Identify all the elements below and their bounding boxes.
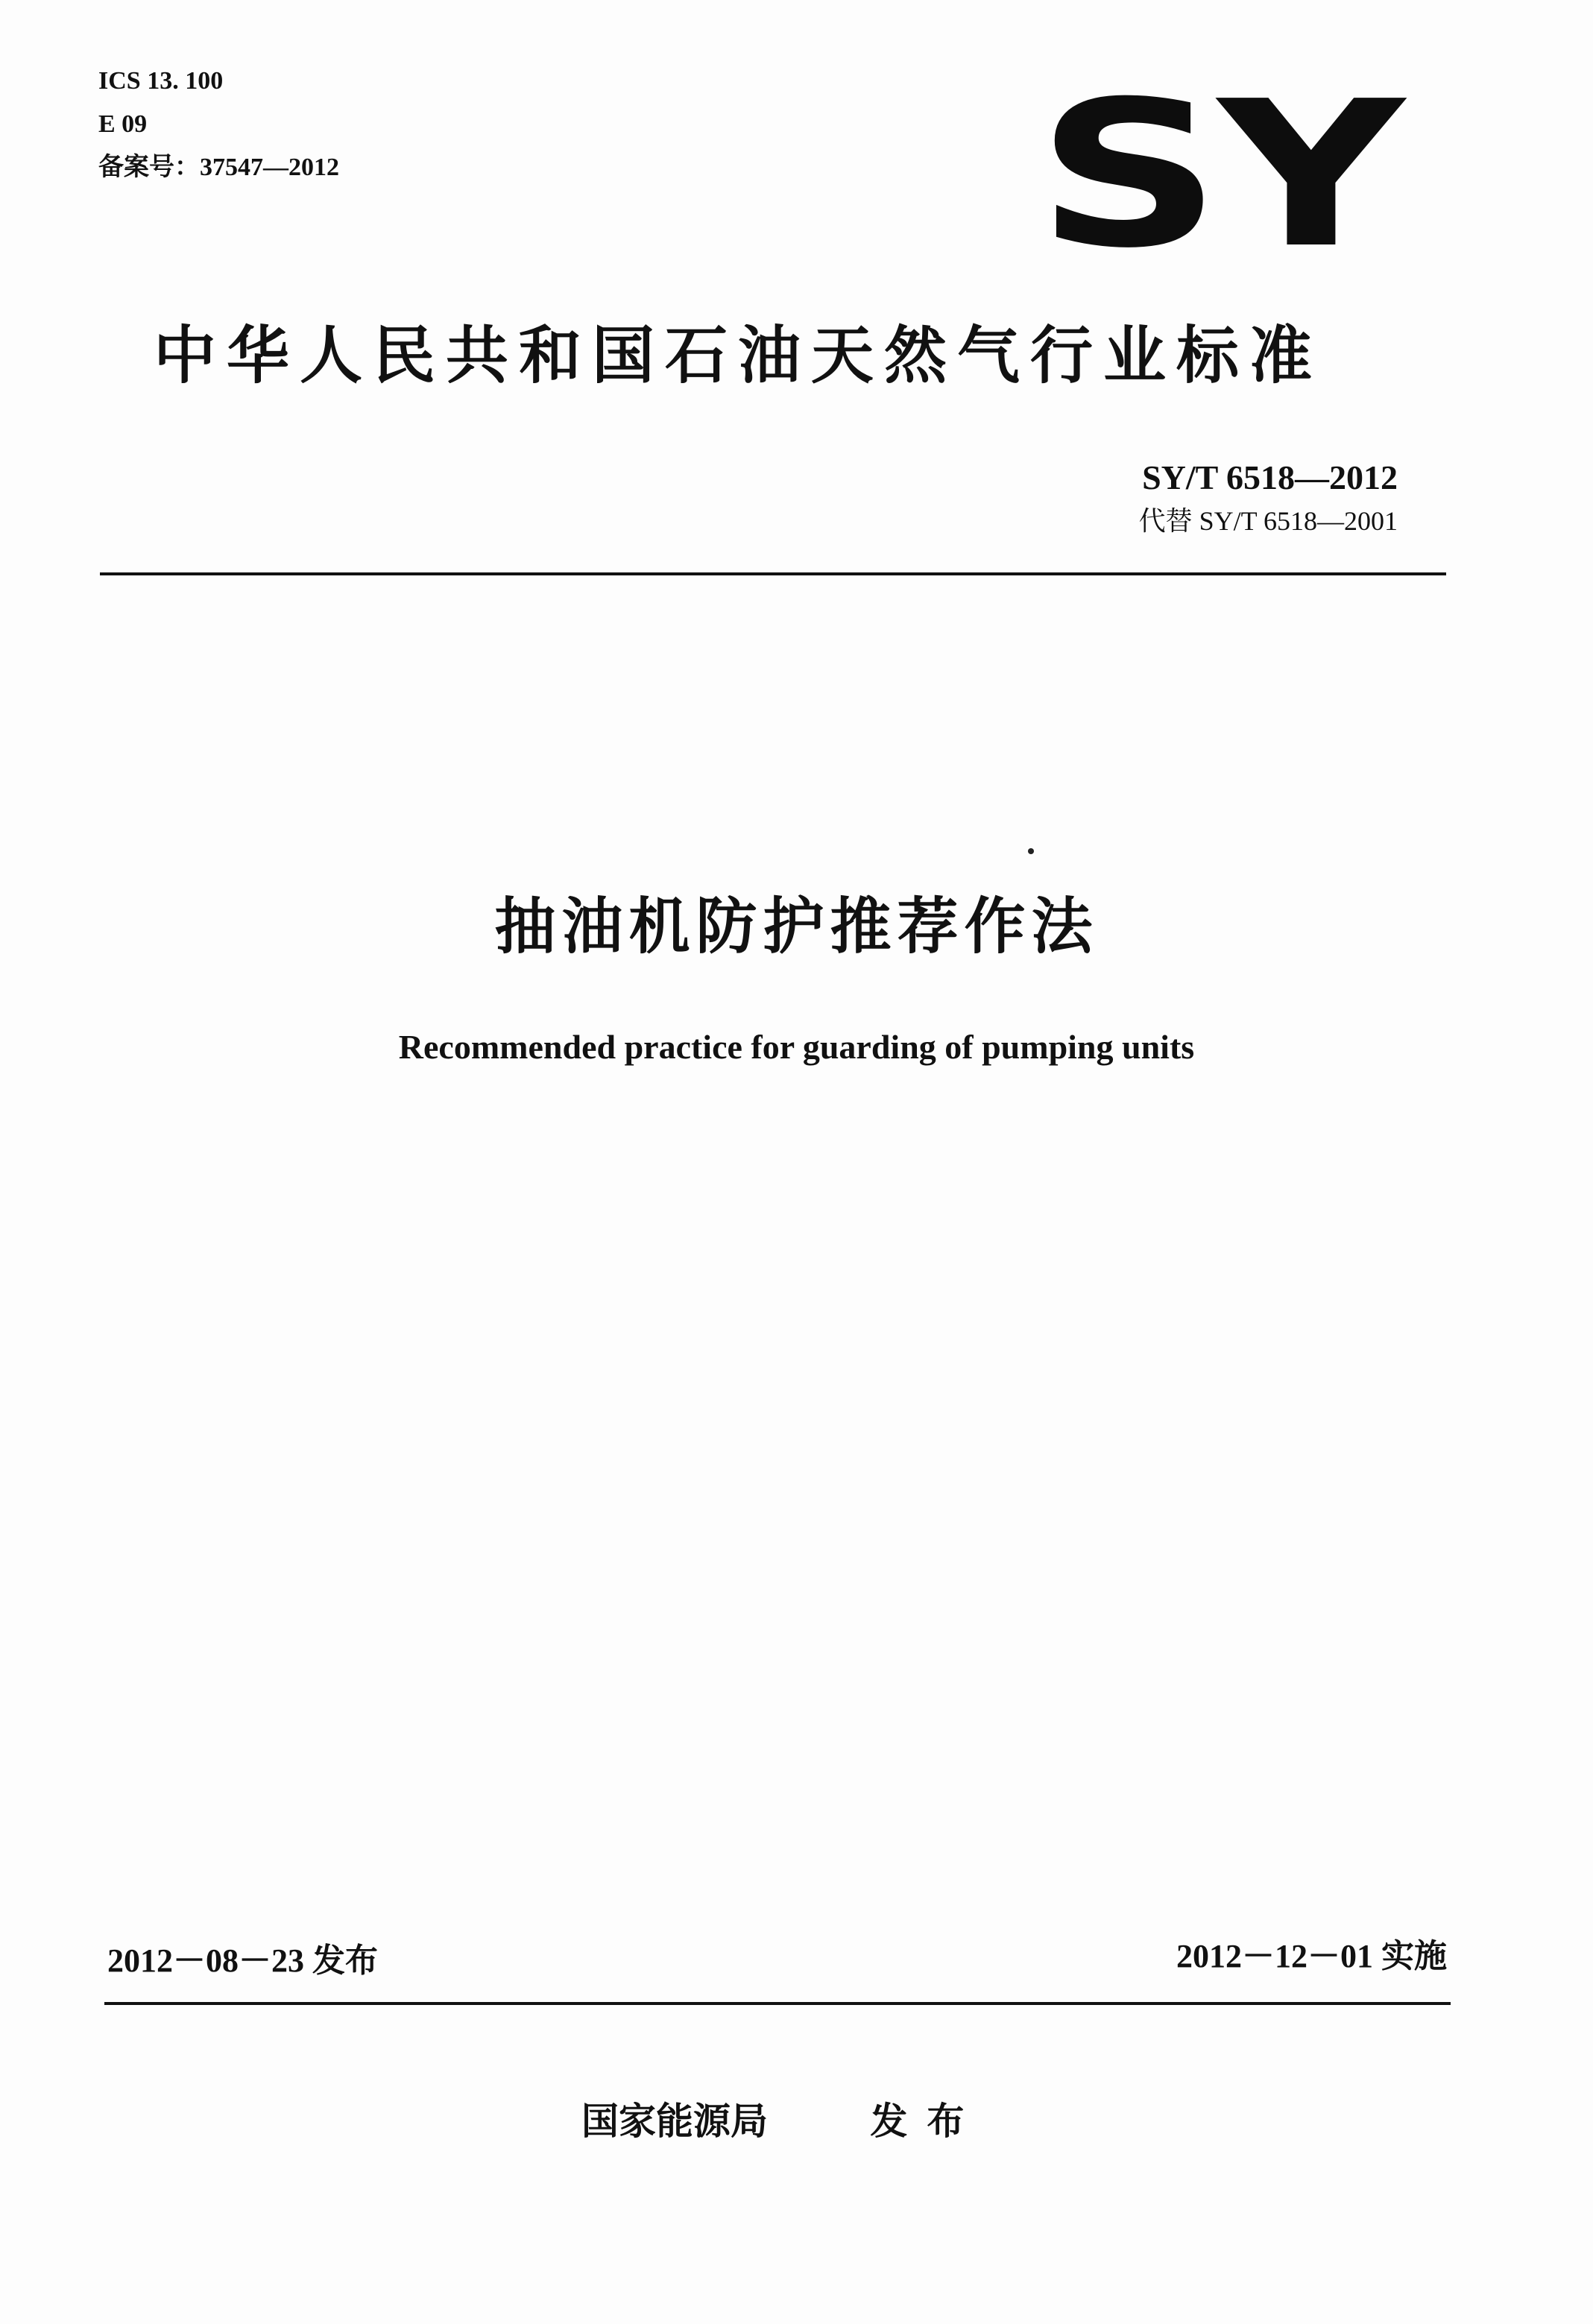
- issue-label: 发布: [870, 2100, 984, 2143]
- document-title-en: Recommended practice for guarding of pumping units: [398, 1028, 1195, 1066]
- document-title-cn: 抽油机防护推荐作法: [494, 891, 1099, 962]
- publish-date: 2012－08－23 发布: [107, 1942, 378, 1979]
- scan-speck: [1028, 848, 1034, 854]
- top-divider: [100, 572, 1446, 575]
- standard-number: SY/T 6518—2012: [1142, 458, 1398, 496]
- standard-number-block: [1139, 455, 1398, 541]
- sy-logo: SY: [1036, 57, 1401, 292]
- ics-code: ICS 13. 100: [98, 67, 224, 95]
- publisher-line: [581, 2091, 983, 2145]
- classification-block: [98, 60, 339, 189]
- publisher-name: 国家能源局: [581, 2100, 768, 2143]
- bottom-divider: [104, 2002, 1451, 2005]
- category-code: E 09: [98, 110, 148, 138]
- filing-number: 备案号：37547—2012: [98, 154, 339, 181]
- industry-standard-heading: 中华人民共和国石油天然气行业标准: [154, 319, 1323, 392]
- effective-date: 2012－12－01 实施: [1176, 1938, 1447, 1974]
- replaces-standard: 代替 SY/T 6518—2001: [1138, 506, 1398, 536]
